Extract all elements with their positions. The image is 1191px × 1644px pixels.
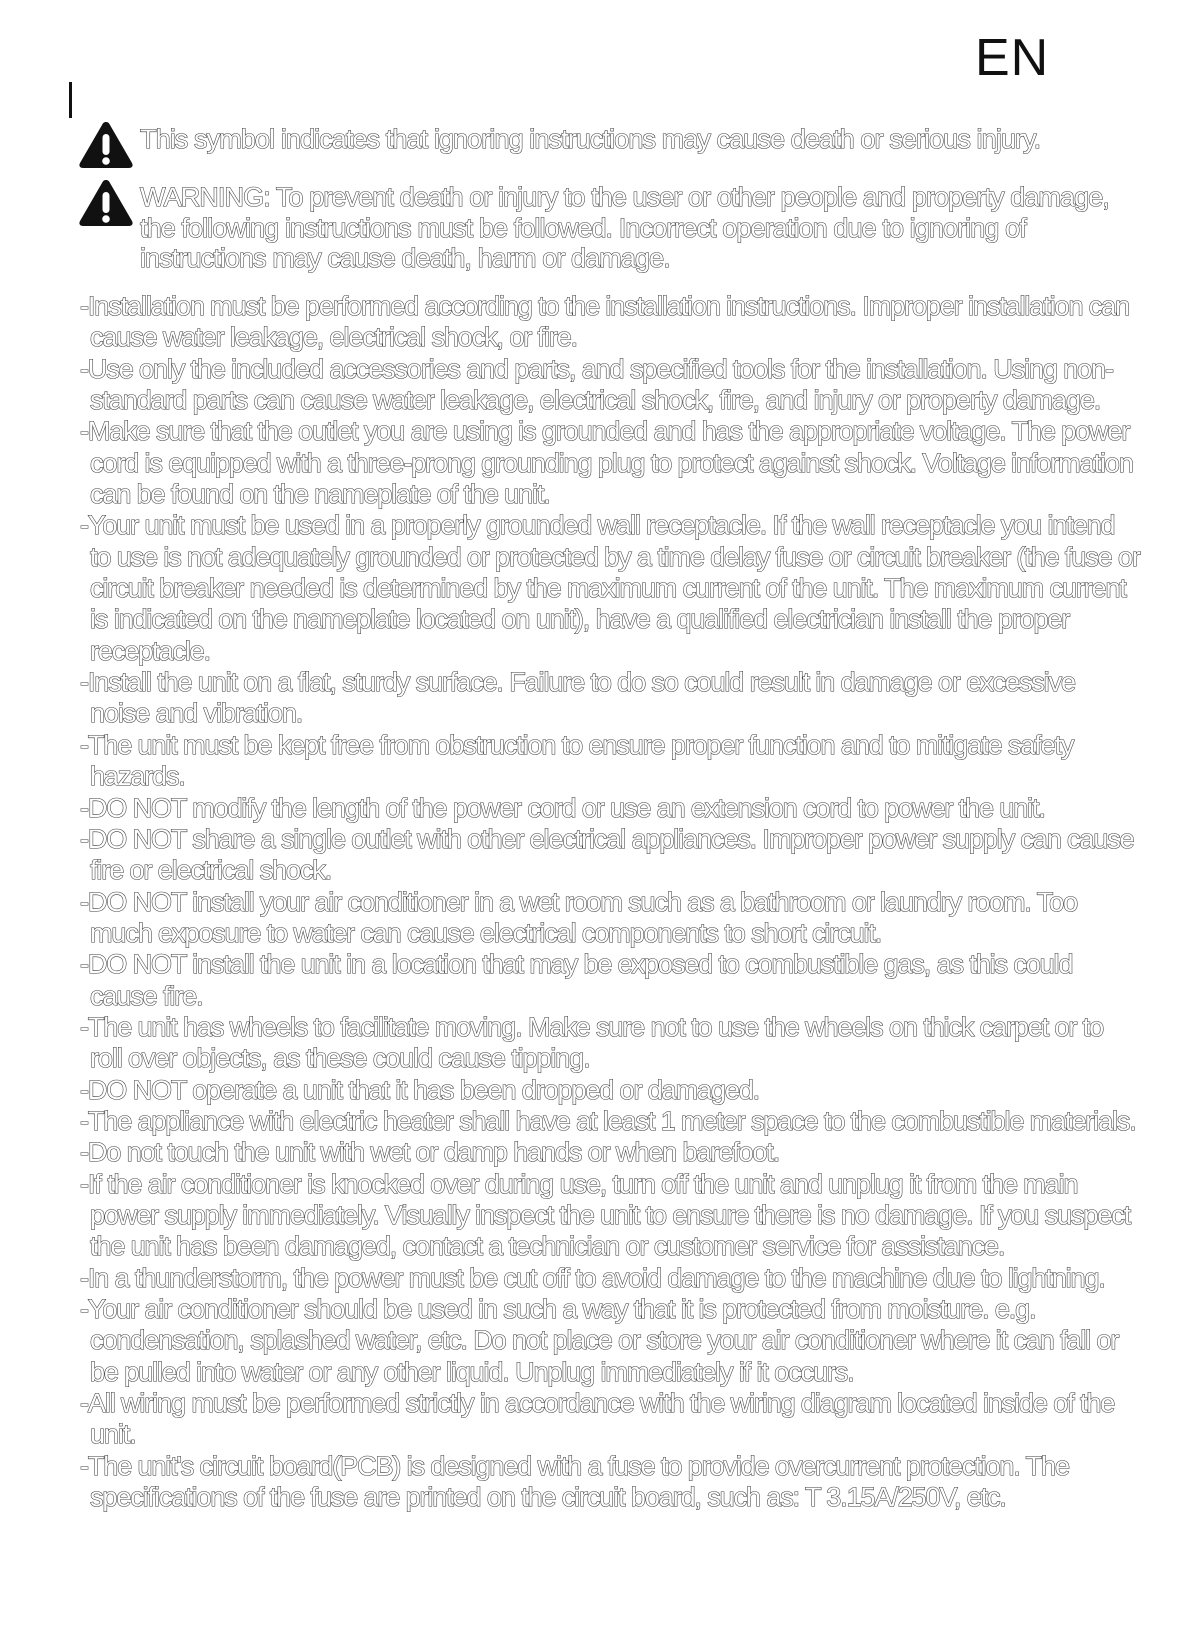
list-item: -Install the unit on a flat, sturdy surface. Failure to do so could result in damage or excessive noise and vibration. xyxy=(80,667,1075,729)
list-item: -The unit must be kept free from obstruction to ensure proper function and to mitigate safety hazards. xyxy=(80,729,1074,792)
warning-note xyxy=(78,182,1140,274)
list-item: -DO NOT install your air conditioner in a wet room such as a bathroom or laundry room. Too much exposure to water can cause electrical components to short circuit. xyxy=(80,886,1077,948)
list-item: -Installation must be performed according to the installation instructions. Improper installation can cause water leakage, electrical shock, or fire. xyxy=(80,291,1129,353)
language-label: EN xyxy=(975,29,1050,87)
safety-instructions-list xyxy=(80,291,1140,1513)
list-item: -All wiring must be performed strictly in accordance with the wiring diagram located inside of the unit. xyxy=(80,1388,1115,1450)
list-item: -DO NOT modify the length of the power cord or use an extension cord to power the unit. xyxy=(80,792,1045,823)
list-item: -Use only the included accessories and parts, and specified tools for the installation. Using non-standard parts can cause water leakage, electrical shock, fire, and injury or property damage. xyxy=(80,353,1113,416)
list-item: -DO NOT operate a unit that it has been dropped or damaged. xyxy=(80,1074,760,1105)
list-item: -Do not touch the unit with wet or damp hands or when barefoot. xyxy=(80,1137,780,1168)
list-item: -Make sure that the outlet you are using is grounded and has the appropriate voltage. The power cord is equipped with a three-prong grounding plug to protect against shock. Voltage information can be found on the nameplate of the unit. xyxy=(80,416,1133,510)
warning-triangle-icon xyxy=(78,178,134,228)
list-item: -DO NOT share a single outlet with other electrical appliances. Improper power supply can cause fire or electrical shock. xyxy=(80,823,1134,886)
warning-triangle-icon xyxy=(78,120,134,170)
list-item: -The unit has wheels to facilitate moving. Make sure not to use the wheels on thick carpet or to roll over objects, as these could cause tipping. xyxy=(80,1011,1103,1074)
list-item: -Your unit must be used in a properly grounded wall receptacle. If the wall receptacle you intend to use is not adequately grounded or protected by a time delay fuse or circuit breaker (the fuse or circuit breaker needed is determined by the maximum current of the unit. The maximum current is indicated on the nameplate located on unit), have a qualified electrician install the proper receptacle. xyxy=(80,510,1140,666)
list-item: -If the air conditioner is knocked over during use, turn off the unit and unplug it from the main power supply immediately. Visually inspect the unit to ensure there is no damage. If you suspect the unit has been damaged, contact a technician or customer service for assistance. xyxy=(80,1168,1131,1262)
list-item: -Your air conditioner should be used in such a way that it is protected from moisture. e.g. condensation, splashed water, etc. Do not place or store your air conditioner where it can fall or be pulled into water or any other liquid. Unplug immediately if it occurs. xyxy=(80,1294,1119,1387)
symbol-note-text: This symbol indicates that ignoring instructions may cause death or serious injury. xyxy=(140,124,1041,154)
list-item: -DO NOT install the unit in a location that may be exposed to combustible gas, as this could cause fire. xyxy=(80,949,1073,1011)
list-item: -The unit's circuit board(PCB) is designed with a fuse to provide overcurrent protection. The specifications of the fuse are printed on the circuit board, such as: T 3.15A/250V, etc. xyxy=(80,1450,1069,1513)
warning-note-text: WARNING: To prevent death or injury to the user or other people and property damage, the following instructions must be followed. Incorrect operation due to ignoring of instructions may cause death, harm or damage. xyxy=(140,182,1109,273)
list-item: -The appliance with electric heater shall have at least 1 meter space to the combustible materials. xyxy=(80,1105,1136,1136)
list-item: -In a thunderstorm, the power must be cut off to avoid damage to the machine due to lightning. xyxy=(80,1262,1105,1293)
symbol-note xyxy=(78,124,1140,170)
page-margin-bar xyxy=(69,82,72,118)
